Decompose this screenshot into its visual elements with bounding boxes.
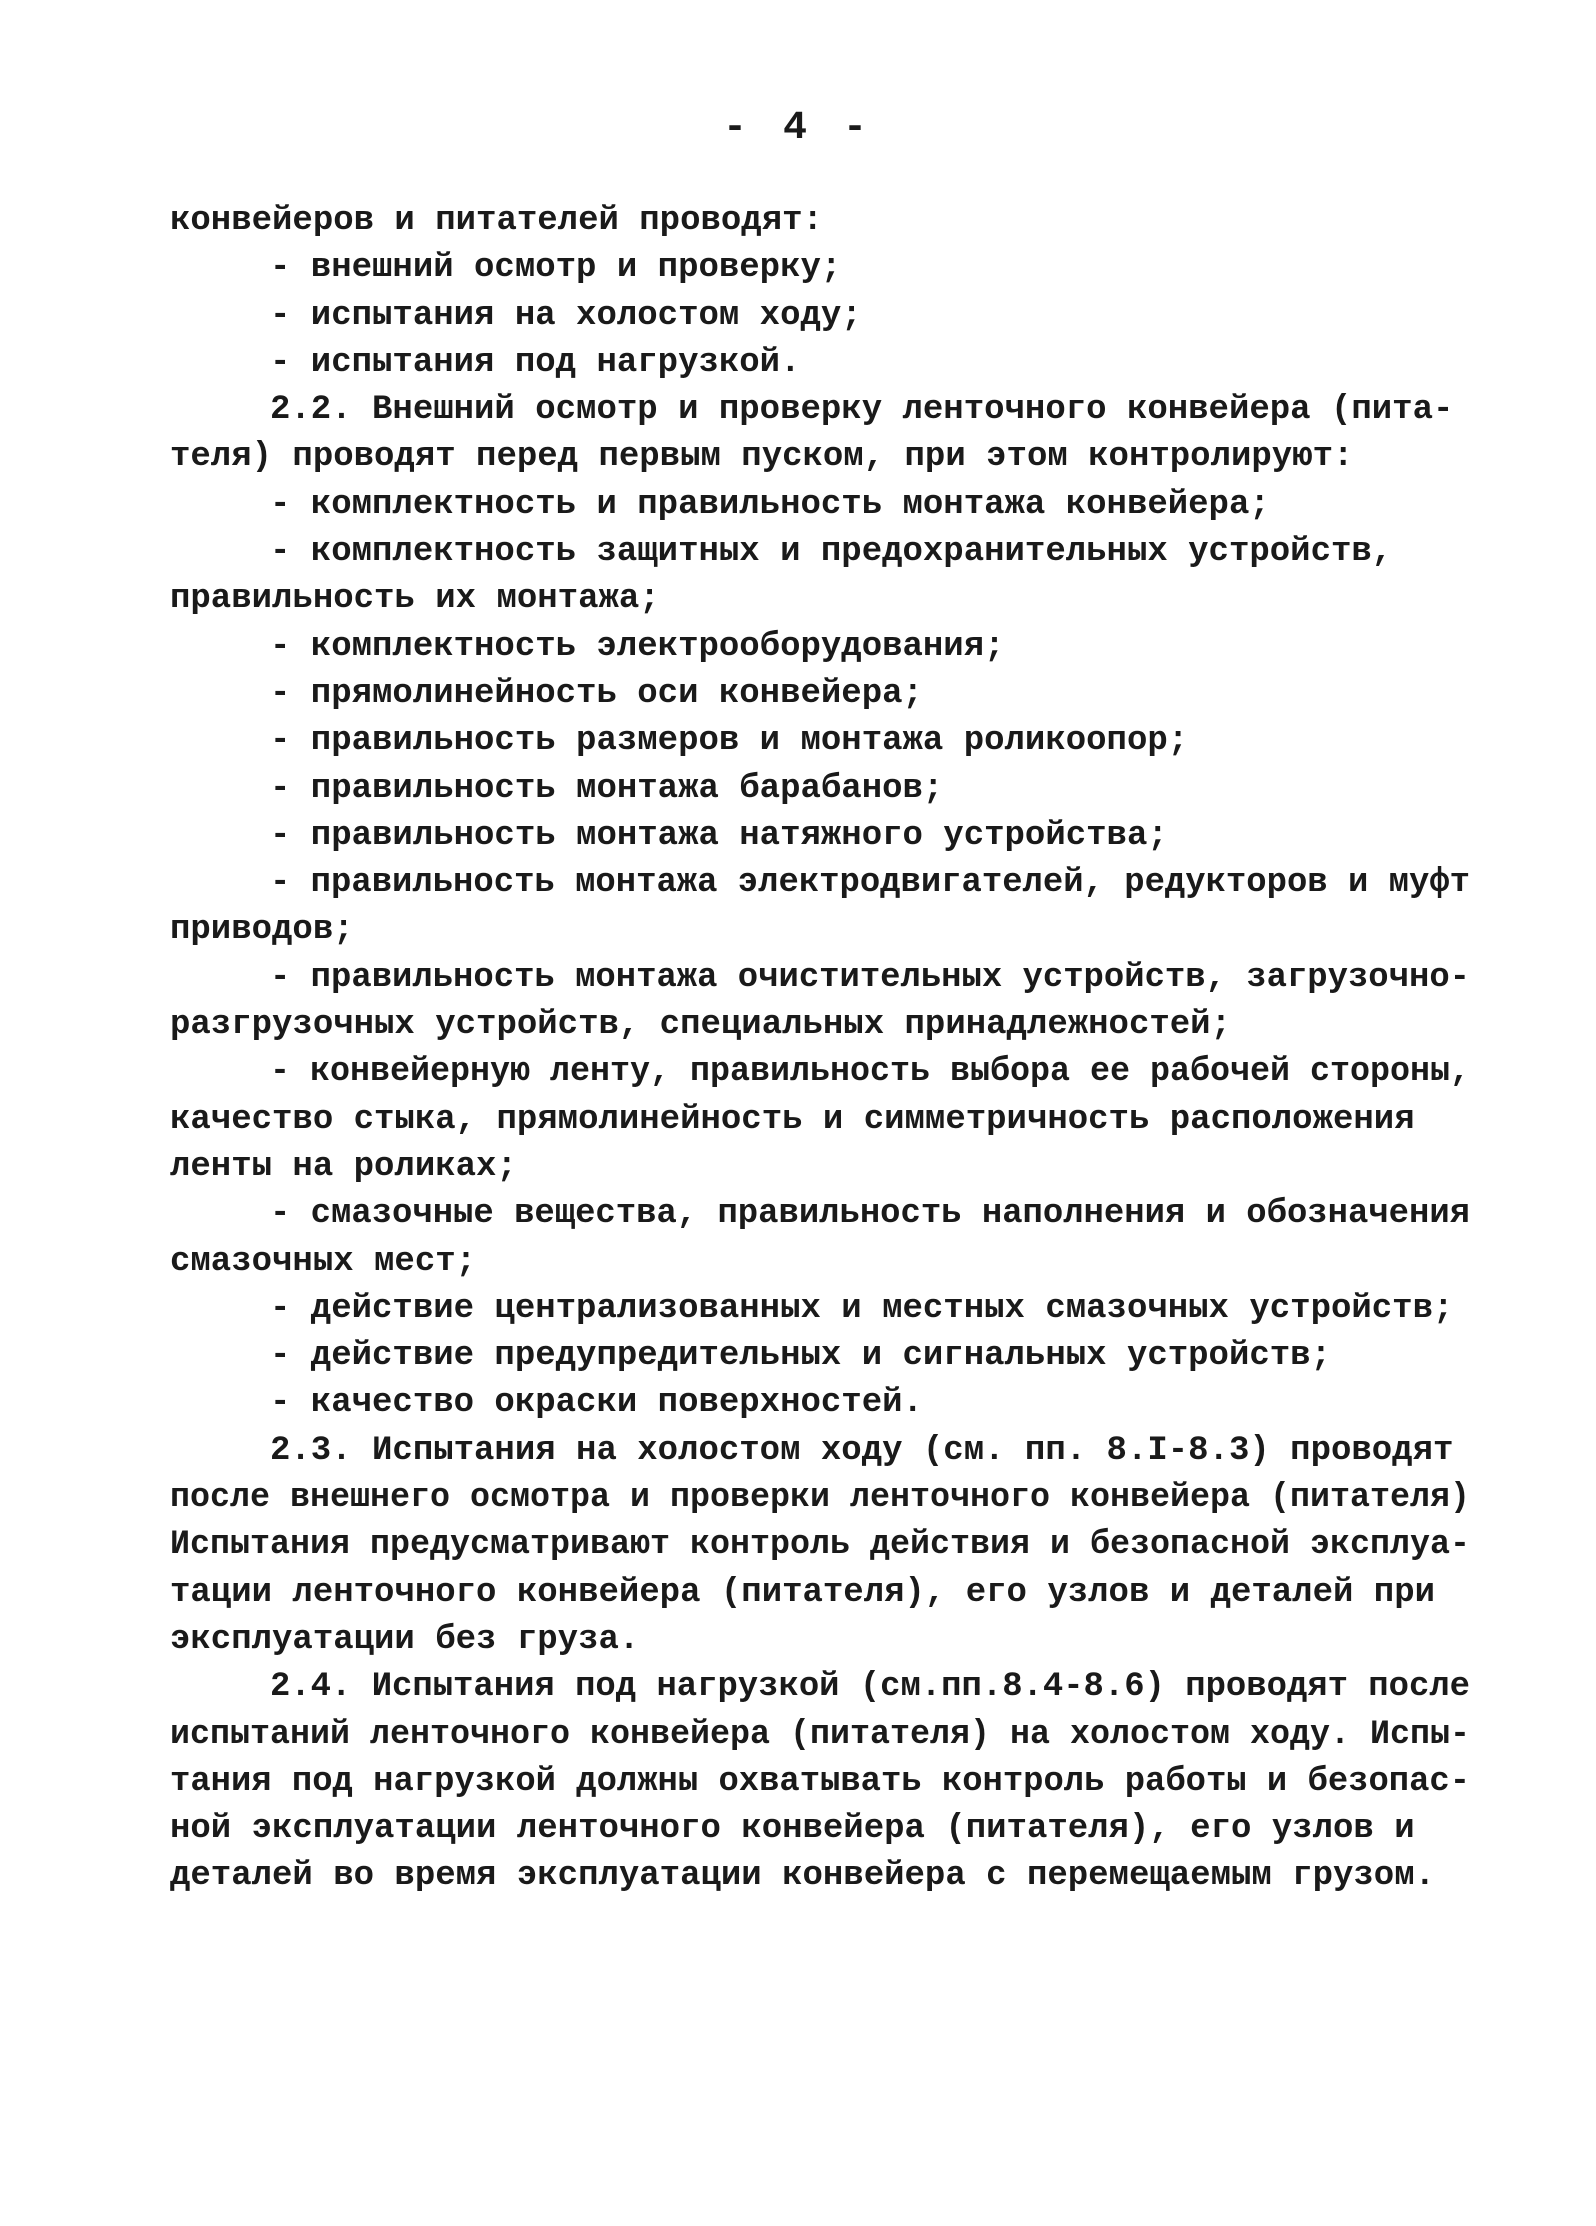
text-line-content: - комплектность защитных и предохранительных устройств, [270, 533, 1393, 572]
text-line [170, 955, 1470, 1002]
text-line-content: - правильность монтажа очистительных устройств, загрузочно- [270, 958, 1470, 997]
text-line [170, 907, 1470, 954]
text-line [170, 529, 1470, 576]
text-line-content: - комплектность и правильность монтажа конвейера; [270, 485, 1270, 524]
text-line-content: приводов; [170, 911, 354, 950]
text-line [170, 1239, 1470, 1286]
text-line [170, 576, 1470, 623]
text-line-content: - смазочные вещества, правильность наполнения и обозначения [270, 1195, 1470, 1234]
text-line [170, 198, 1470, 245]
text-line [170, 434, 1470, 481]
text-line-content: - качество окраски поверхностей. [270, 1384, 923, 1423]
page-number: - 4 - [722, 106, 874, 151]
text-line-content: теля) проводят перед первым пуском, при этом контролируют: [170, 438, 1354, 477]
text-line-content: - внешний осмотр и проверку; [270, 249, 842, 288]
text-line [170, 624, 1470, 671]
text-line [170, 671, 1470, 718]
text-line-content: тации ленточного конвейера (питателя), его узлов и деталей при [170, 1573, 1436, 1612]
text-line [170, 1617, 1470, 1664]
text-line-content: разгрузочных устройств, специальных принадлежностей; [170, 1006, 1231, 1045]
text-line [170, 245, 1470, 292]
text-line-content: испытаний ленточного конвейера (питателя) на холостом ходу. Испы- [170, 1715, 1470, 1754]
text-line-content: тания под нагрузкой должны охватывать контроль работы и безопас- [170, 1762, 1470, 1801]
text-line [170, 1144, 1470, 1191]
text-line [170, 1853, 1470, 1900]
text-line-content: Испытания предусматривают контроль действия и безопасной эксплуа- [170, 1526, 1470, 1565]
text-line-content: 2.4. Испытания под нагрузкой (см.пп.8.4-8.6) проводят после [270, 1668, 1470, 1707]
text-line-content: - правильность монтажа барабанов; [270, 769, 944, 808]
text-line [170, 1806, 1470, 1853]
text-line-content: - конвейерную ленту, правильность выбора ее рабочей стороны, [270, 1053, 1470, 1092]
text-line [170, 1428, 1470, 1475]
text-line [170, 1522, 1470, 1569]
text-line-content: после внешнего осмотра и проверки ленточного конвейера (питателя) [170, 1479, 1470, 1518]
text-line-content: эксплуатации без груза. [170, 1620, 640, 1659]
text-line-content: ной эксплуатации ленточного конвейера (питателя), его узлов и [170, 1810, 1415, 1849]
text-line [170, 1333, 1470, 1380]
text-line [170, 482, 1470, 529]
text-line-content: ленты на роликах; [170, 1147, 517, 1186]
text-line [170, 1664, 1470, 1711]
text-line [170, 1570, 1470, 1617]
text-line [170, 1191, 1470, 1238]
text-line [170, 1475, 1470, 1522]
text-line-content: - действие предупредительных и сигнальных устройств; [270, 1337, 1331, 1376]
text-line-content: качество стыка, прямолинейность и симметричность расположения [170, 1100, 1415, 1139]
text-line-content: - испытания под нагрузкой. [270, 343, 801, 382]
text-line [170, 718, 1470, 765]
text-line-content: правильность их монтажа; [170, 580, 660, 619]
document-body [170, 198, 1470, 1901]
text-line [170, 293, 1470, 340]
text-line-content: 2.3. Испытания на холостом ходу (см. пп. 8.I-8.3) проводят [270, 1431, 1454, 1470]
text-line [170, 387, 1470, 434]
text-line-content: деталей во время эксплуатации конвейера с перемещаемым грузом. [170, 1857, 1436, 1896]
text-line [170, 1712, 1470, 1759]
text-line-content: - комплектность электрооборудования; [270, 627, 1005, 666]
text-line [170, 1002, 1470, 1049]
text-line-content: - правильность монтажа натяжного устройства; [270, 816, 1168, 855]
text-line-content: - действие централизованных и местных смазочных устройств; [270, 1289, 1454, 1328]
text-line-content: - правильность монтажа электродвигателей, редукторов и муфт [270, 864, 1470, 903]
text-line-content: конвейеров и питателей проводят: [170, 202, 823, 240]
text-line-content: - испытания на холостом ходу; [270, 296, 862, 335]
text-line [170, 1286, 1470, 1333]
text-line-content: 2.2. Внешний осмотр и проверку ленточного конвейера (пита- [270, 391, 1454, 430]
text-line-content: - прямолинейность оси конвейера; [270, 674, 923, 713]
text-line [170, 1097, 1470, 1144]
text-line [170, 860, 1470, 907]
text-line [170, 1049, 1470, 1096]
text-line-content: - правильность размеров и монтажа роликоопор; [270, 722, 1189, 761]
text-line-content: смазочных мест; [170, 1242, 477, 1281]
text-line [170, 813, 1470, 860]
text-line [170, 340, 1470, 387]
text-line [170, 1380, 1470, 1427]
text-line [170, 766, 1470, 813]
text-line [170, 1759, 1470, 1806]
